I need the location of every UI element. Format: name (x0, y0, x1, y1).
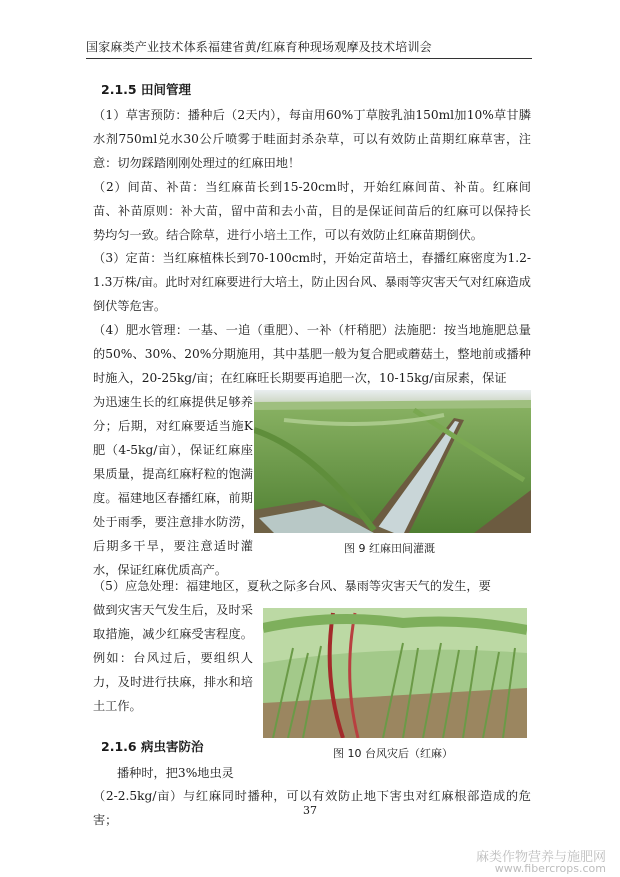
paragraph-fertilizer-side: 为迅速生长的红麻提供足够养分；后期，对红麻要适当施K肥（4-5kg/亩），保证红麻座果质量，提高红麻籽粒的饱满度。福建地区春播红麻，前期处于雨季，要注意排水防涝，后期多干旱，要注意适时灌水，保证红麻优质高产。 (93, 395, 253, 577)
watermark-title: 麻类作物营养与施肥网 (475, 850, 606, 865)
figure-typhoon-photo (263, 608, 527, 738)
section-heading-field-management: 2.1.5 田间管理 (101, 82, 191, 97)
paragraph-weed-prevention: （1）草害预防：播种后（2天内），每亩用60%丁草胺乳油150ml加10%草甘膦水剂750ml兑水30公斤喷雾于畦面封杀杂草，可以有效防止苗期红麻草害，注意：切勿踩踏刚刚处理过的红麻田地！ (93, 108, 531, 170)
paragraph-emergency-side: 做到灾害天气发生后，及时采取措施，减少红麻受害程度。例如：台风过后，要组织人力，及时进行扶麻，排水和培土工作。 (93, 603, 253, 713)
paragraph-pest-side: 播种时，把3%地虫灵 (117, 766, 234, 780)
header-divider (86, 58, 532, 59)
section-heading-pest-control: 2.1.6 病虫害防治 (101, 739, 204, 754)
paragraph-fertilizer-top: （4）肥水管理：一基、一追（重肥）、一补（杆稍肥）法施肥：按当地施肥总量的50%、30%、20%分期施用，其中基肥一般为复合肥或蘑菇土，整地前或播种时施入，20-25kg/亩；在红麻旺长期要再追肥一次，10-15kg/亩尿素，保证 (93, 323, 531, 385)
paragraph-thinning: （2）间苗、补苗：当红麻苗长到15-20cm时，开始红麻间苗、补苗。红麻间苗、补苗原则：补大苗，留中苗和去小苗，目的是保证间苗后的红麻可以保持长势均匀一致。结合除草，进行小培土工作，可以有效防止红麻苗期倒伏。 (93, 180, 531, 242)
page-number: 37 (303, 804, 317, 817)
paragraph-emergency-top: （5）应急处理：福建地区，夏秋之际多台风、暴雨等灾害天气的发生，要 (93, 579, 491, 593)
watermark-url: www.fibercrops.com (494, 862, 606, 875)
figure9-caption: 图 9 红麻田间灌溉 (344, 542, 435, 555)
figure-irrigation-photo (254, 390, 531, 533)
paragraph-final-thinning: （3）定苗：当红麻植株长到70-100cm时，开始定苗培土，春播红麻密度为1.2-1.3万株/亩。此时对红麻要进行大培土，防止因台风、暴雨等灾害天气对红麻造成倒伏等危害。 (93, 251, 531, 313)
typhoon-damage-illustration (263, 608, 527, 738)
running-header: 国家麻类产业技术体系福建省黄/红麻育种现场观摩及技术培训会 (86, 40, 432, 54)
field-irrigation-illustration (254, 390, 531, 533)
figure10-caption: 图 10 台风灾后（红麻） (333, 747, 453, 760)
paragraph-pest-bottom: （2-2.5kg/亩）与红麻同时播种，可以有效防止地下害虫对红麻根部造成的危害； (93, 789, 531, 827)
